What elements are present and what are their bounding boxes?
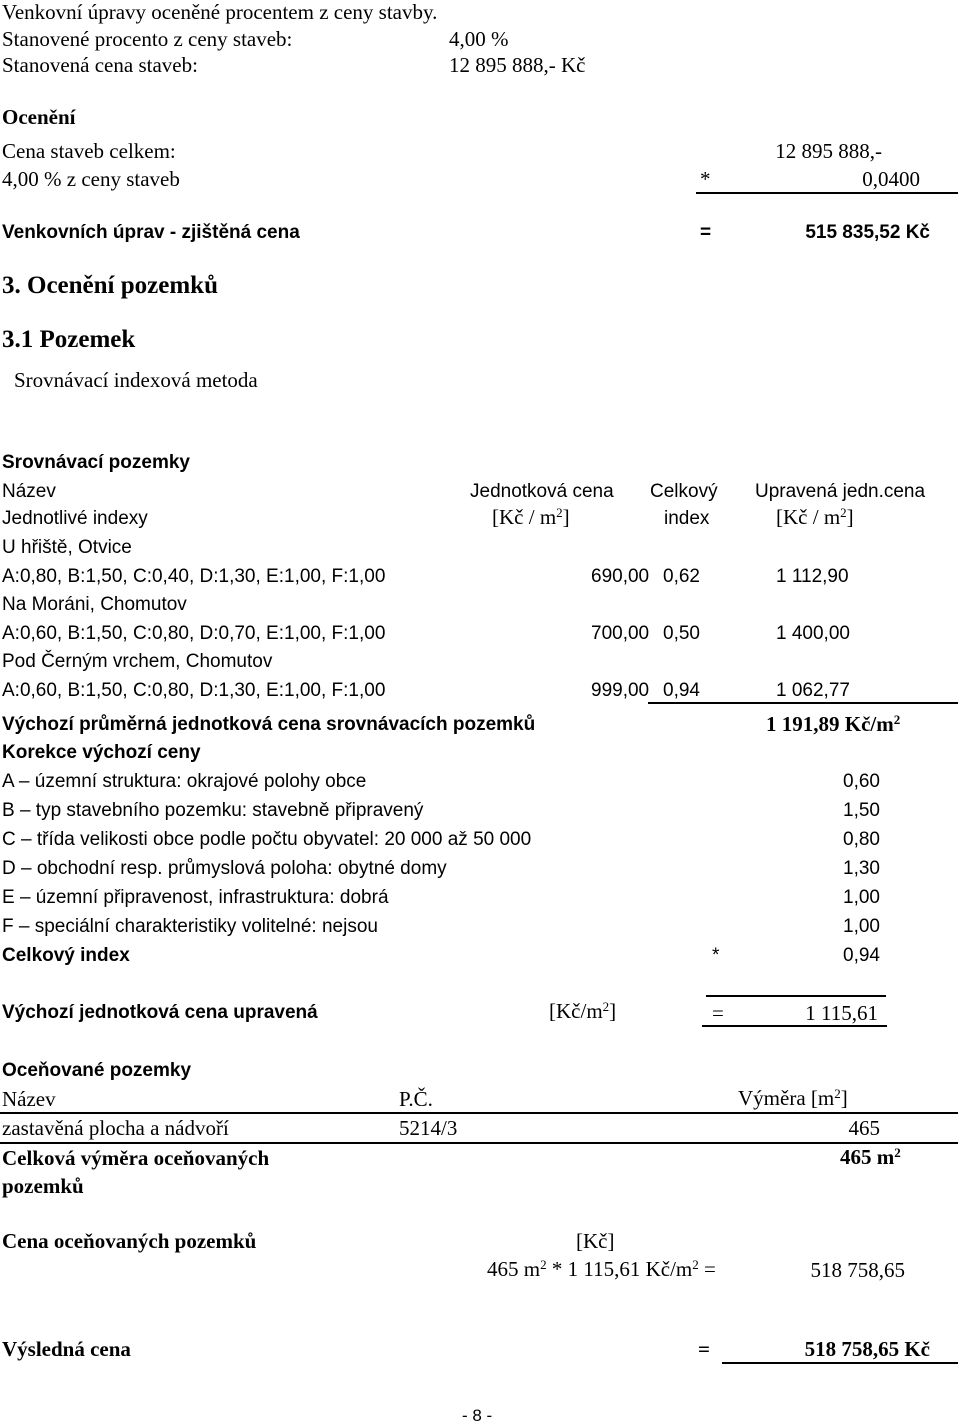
table-row-name: U hřiště, Otvice <box>2 537 132 558</box>
col-name-header: Název <box>2 481 56 502</box>
page-number: - 8 - <box>462 1406 493 1425</box>
subsection-heading: 3.1 Pozemek <box>2 326 136 353</box>
percent-value: 4,00 % <box>449 27 509 51</box>
land-price-value: 518 758,65 <box>810 1258 905 1282</box>
land-price-formula: 465 $m^2 * 1$ 115,61 $Kč/m^2$ = <box>487 1256 716 1281</box>
table-row-total-index: 0,94 <box>663 680 700 701</box>
table-row-adjusted: 1 112,90 <box>776 566 849 587</box>
oceneni-heading: Ocenění <box>2 105 76 129</box>
correction-item-value: 1,00 <box>843 916 880 937</box>
correction-heading: Korekce výchozí ceny <box>2 742 201 763</box>
adjusted-price-unit: $[Kč/m^2]$ <box>549 998 617 1023</box>
col-unit-price-unit: [Kč / $m^2$] <box>492 504 570 529</box>
col-adjusted-header: Upravená jedn.cena <box>755 481 926 502</box>
land-price-unit: [Kč] <box>576 1229 615 1253</box>
land-price-label: Cena oceňovaných pozemků <box>2 1229 257 1253</box>
correction-item-value: 1,30 <box>843 858 880 879</box>
total-index-label: Celkový index <box>2 945 130 966</box>
adjusted-price-label: Výchozí jednotková cena upravená <box>2 1002 318 1023</box>
multiply-operator: * <box>700 167 711 191</box>
valued-col-name: Název <box>2 1087 56 1111</box>
percent-label: Stanovené procento z ceny staveb: <box>2 27 293 51</box>
table-row-name: Pod Černým vrchem, Chomutov <box>2 651 273 672</box>
total-index-operator: * <box>712 945 720 966</box>
correction-item-value: 1,00 <box>843 887 880 908</box>
equals-operator: = <box>700 222 712 243</box>
table-row-unit-price: 999,00 <box>591 680 650 701</box>
comparison-heading: Srovnávací pozemky <box>2 452 190 473</box>
percent-coefficient: 0,0400 <box>862 167 920 191</box>
valued-col-parcel: P.Č. <box>399 1087 433 1111</box>
total-area-value: 465 $m^2$ <box>840 1144 901 1169</box>
final-price-operator: = <box>698 1337 710 1361</box>
adjusted-price-value: 1 115,61 <box>805 1001 878 1025</box>
correction-item-label: D – obchodní resp. průmyslová poloha: obytné domy <box>2 858 447 879</box>
valued-header-rule <box>0 1112 958 1114</box>
final-price-underline <box>722 1362 958 1364</box>
col-unit-price-header: Jednotková cena <box>470 481 614 502</box>
table-bottom-rule <box>648 702 958 704</box>
valued-row-area: 465 <box>848 1116 880 1140</box>
building-price-value: 12 895 888,- Kč <box>449 53 586 77</box>
col-adjusted-unit: [Kč / $m^2$] <box>776 504 854 529</box>
table-row-indexes: A:0,80, B:1,50, C:0,40, D:1,30, E:1,00, F:1,00 <box>2 566 386 587</box>
correction-item-label: B – typ stavebního pozemku: stavebně připravený <box>2 800 424 821</box>
correction-item-label: C – třída velikosti obce podle počtu obyvatel: 20 000 až 50 000 <box>2 829 532 850</box>
adjusted-price-underline <box>702 1025 887 1027</box>
buildings-total-value: 12 895 888,- <box>775 139 882 163</box>
table-row-total-index: 0,50 <box>663 623 700 644</box>
valued-land-heading: Oceňované pozemky <box>2 1060 192 1081</box>
sum-rule <box>696 192 958 194</box>
total-area-label: Celková výměra oceňovaných <box>2 1146 270 1170</box>
average-price-label: Výchozí průměrná jednotková cena srovnávacích pozemků <box>2 714 536 735</box>
total-index-value: 0,94 <box>843 945 880 966</box>
table-row-indexes: A:0,60, B:1,50, C:0,80, D:0,70, E:1,00, F:1,00 <box>2 623 386 644</box>
outdoor-price-value: 515 835,52 Kč <box>805 222 930 243</box>
table-row-total-index: 0,62 <box>663 566 700 587</box>
section-heading: 3. Ocenění pozemků <box>2 272 218 299</box>
table-row-indexes: A:0,60, B:1,50, C:0,80, D:1,30, E:1,00, F:1,00 <box>2 680 386 701</box>
correction-item-label: F – speciální charakteristiky volitelné: nejsou <box>2 916 378 937</box>
correction-item-value: 0,60 <box>843 771 880 792</box>
final-price-label: Výsledná cena <box>2 1337 131 1361</box>
valued-row-parcel: 5214/3 <box>399 1116 458 1140</box>
outdoor-price-label: Venkovních úprav - zjištěná cena <box>2 222 300 243</box>
col-indexes-header: Jednotlivé indexy <box>2 508 148 529</box>
total-area-label-2: pozemků <box>2 1174 84 1198</box>
valued-row-name: zastavěná plocha a nádvoří <box>2 1116 229 1140</box>
correction-item-value: 0,80 <box>843 829 880 850</box>
correction-item-label: A – územní struktura: okrajové polohy obce <box>2 771 367 792</box>
final-price-value: 518 758,65 Kč <box>804 1337 930 1361</box>
col-total-index-header-2: index <box>664 508 710 529</box>
table-row-adjusted: 1 062,77 <box>776 680 850 701</box>
correction-item-label: E – územní připravenost, infrastruktura: dobrá <box>2 887 389 908</box>
table-row-adjusted: 1 400,00 <box>776 623 850 644</box>
valued-col-area: Výměra $[m^2]$ <box>738 1085 848 1110</box>
buildings-total-label: Cena staveb celkem: <box>2 139 176 163</box>
correction-item-value: 1,50 <box>843 800 880 821</box>
average-price-value: 1 191,89 $Kč/m^2$ <box>766 711 901 736</box>
valued-row-rule <box>0 1142 958 1144</box>
adjusted-price-operator: = <box>712 1001 724 1025</box>
method-label: Srovnávací indexová metoda <box>14 368 258 392</box>
adjusted-price-rule <box>706 995 886 997</box>
percent-of-buildings-label: 4,00 % z ceny staveb <box>2 167 180 191</box>
table-row-unit-price: 700,00 <box>591 623 650 644</box>
building-price-label: Stanovená cena staveb: <box>2 53 198 77</box>
intro-line: Venkovní úpravy oceněné procentem z ceny stavby. <box>2 0 438 24</box>
table-row-name: Na Moráni, Chomutov <box>2 594 187 615</box>
table-row-unit-price: 690,00 <box>591 566 650 587</box>
col-total-index-header: Celkový <box>650 481 718 502</box>
